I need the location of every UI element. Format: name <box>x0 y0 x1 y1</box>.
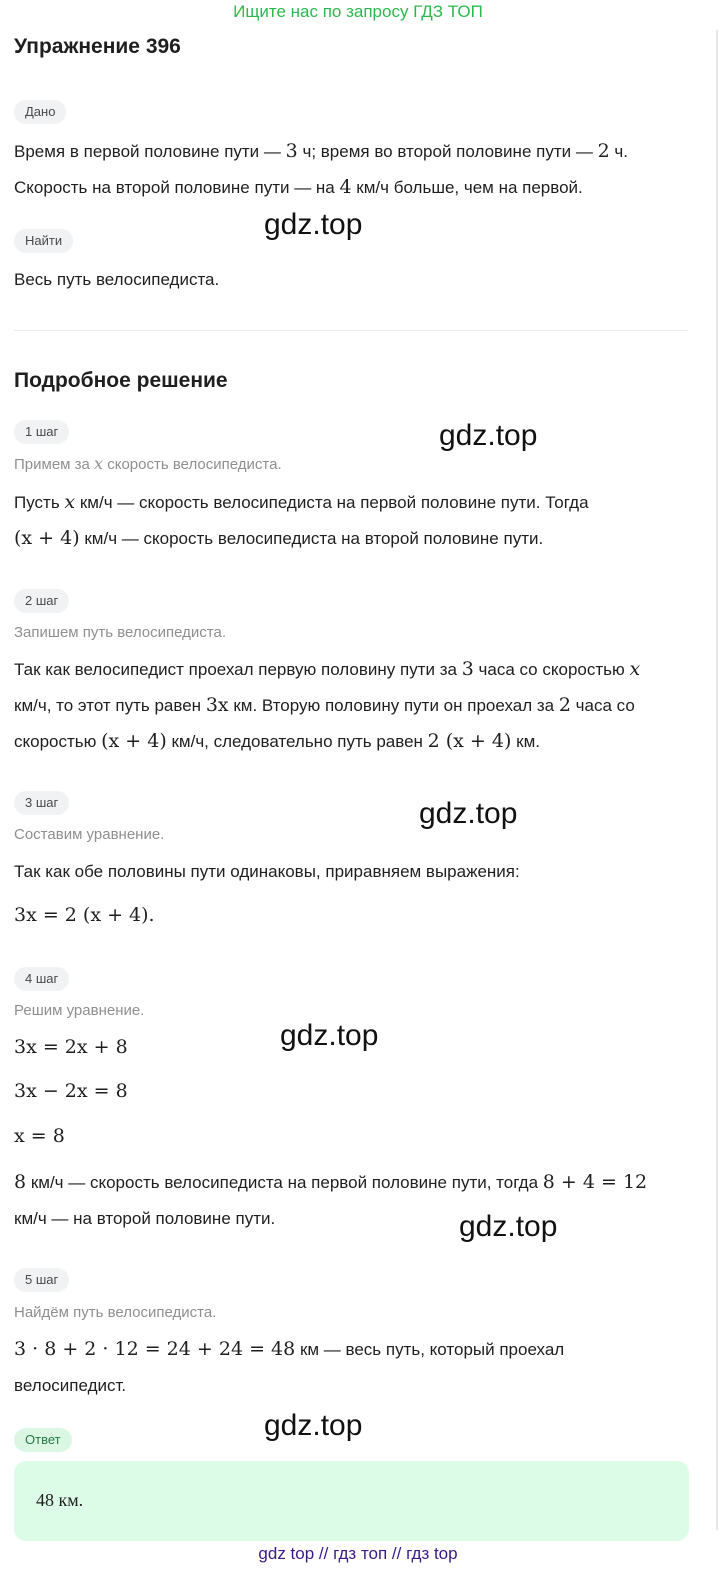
watermark: gdz.top <box>264 208 363 241</box>
step-1-label: 1 шаг <box>14 420 69 444</box>
step-4-equation-3: x = 8 <box>14 1125 65 1147</box>
step-4-line-2: км/ч — на второй половине пути. <box>14 1209 276 1228</box>
watermark: gdz.top <box>459 1210 558 1243</box>
step-4-line-1: 8 км/ч — скорость велосипедиста на первой половине пути, тогда 8 + 4 = 12 <box>14 1171 648 1193</box>
step-5-line-1: 3 · 8 + 2 · 12 = 24 + 24 = 48 км — весь путь, который проехал <box>14 1338 565 1360</box>
step-2-hint: Запишем путь велосипедиста. <box>14 624 226 641</box>
answer-box <box>14 1461 689 1541</box>
given-label: Дано <box>14 100 66 124</box>
find-label: Найти <box>14 229 73 253</box>
given-line-2: Скорость на второй половине пути — на 4 км/ч больше, чем на первой. <box>14 176 583 198</box>
step-3-line-1: Так как обе половины пути одинаковы, приравняем выражения: <box>14 862 520 881</box>
step-4-label: 4 шаг <box>14 967 69 991</box>
step-5-line-2: велосипедист. <box>14 1376 127 1395</box>
step-1-hint: Примем за x скорость велосипедиста. <box>14 454 282 473</box>
answer-value: 48 км. <box>36 1490 84 1510</box>
answer-label: Ответ <box>14 1428 72 1452</box>
step-1-line-1: Пусть x км/ч — скорость велосипедиста на первой половине пути. Тогда <box>14 491 589 513</box>
step-4-equation-2: 3x − 2x = 8 <box>14 1080 128 1102</box>
watermark: gdz.top <box>439 419 538 452</box>
footer-links[interactable]: gdz top // гдз топ // гдз top <box>258 1544 458 1563</box>
watermark: gdz.top <box>419 797 518 830</box>
solution-title: Подробное решение <box>14 369 228 392</box>
section-divider <box>14 330 688 331</box>
step-4-equation-1: 3x = 2x + 8 <box>14 1036 128 1058</box>
given-line-1: Время в первой половине пути — 3 ч; время во второй половине пути — 2 ч. <box>14 140 628 162</box>
step-3-equation: 3x = 2 (x + 4). <box>14 904 155 926</box>
page-title: Упражнение 396 <box>14 35 181 58</box>
step-3-hint: Составим уравнение. <box>14 826 165 843</box>
watermark: gdz.top <box>280 1019 379 1052</box>
step-2-line-3: скоростью (x + 4) км/ч, следовательно путь равен 2 (x + 4) км. <box>14 730 540 752</box>
scrollbar[interactable] <box>716 30 718 1530</box>
step-3-label: 3 шаг <box>14 791 69 815</box>
step-5-hint: Найдём путь велосипедиста. <box>14 1304 217 1321</box>
watermark: gdz.top <box>264 1409 363 1442</box>
step-4-hint: Решим уравнение. <box>14 1002 145 1019</box>
step-5-label: 5 шаг <box>14 1268 69 1292</box>
step-2-label: 2 шаг <box>14 589 69 613</box>
step-1-line-2: (x + 4) км/ч — скорость велосипедиста на второй половине пути. <box>14 527 544 549</box>
top-banner: Ищите нас по запросу ГДЗ ТОП <box>233 2 483 21</box>
find-text: Весь путь велосипедиста. <box>14 270 220 289</box>
step-2-line-1: Так как велосипедист проехал первую половину пути за 3 часа со скоростью x <box>14 658 641 680</box>
step-2-line-2: км/ч, то этот путь равен 3x км. Вторую половину пути он проехал за 2 часа со <box>14 694 635 716</box>
